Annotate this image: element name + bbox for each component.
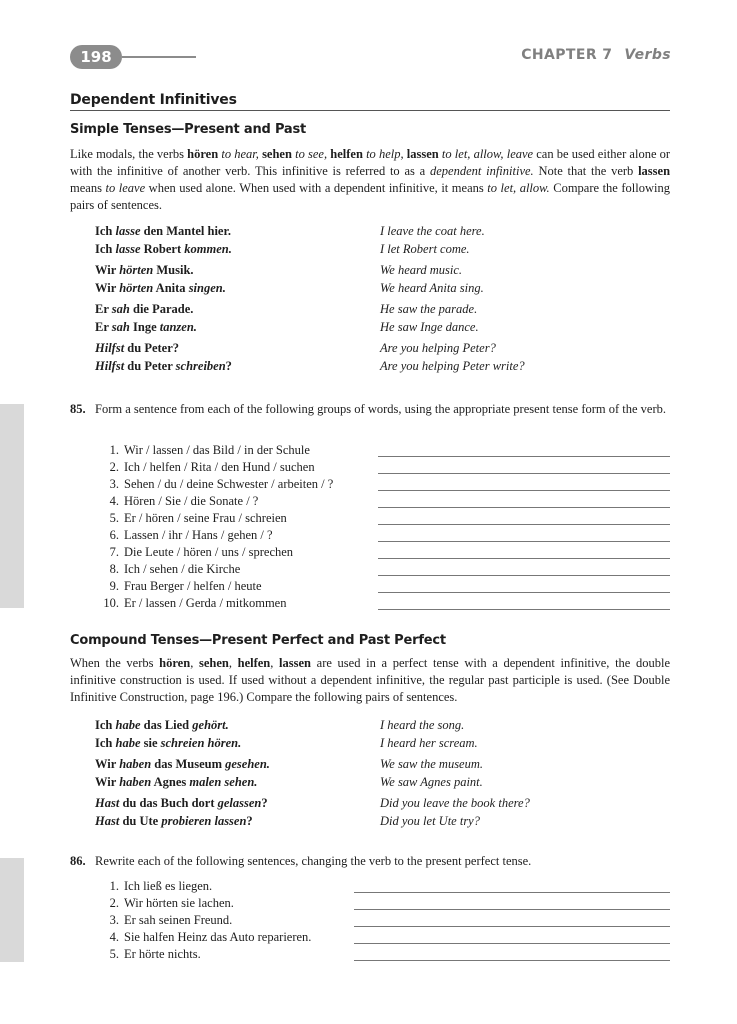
english-translation: I heard her scream.	[380, 735, 478, 750]
text-run: to let, allow, leave	[441, 147, 534, 161]
text-run: sah	[111, 319, 130, 334]
text-run: haben	[119, 774, 152, 789]
text-run: dependent infinitive.	[429, 164, 534, 178]
english-translation: Are you helping Peter?	[380, 341, 496, 355]
example-row	[95, 319, 655, 337]
german-sentence	[95, 795, 268, 813]
text-run: Hast	[95, 796, 120, 810]
text-run: kommen.	[184, 241, 232, 256]
item-text: Sie halfen Heinz das Auto reparieren.	[124, 930, 312, 944]
answer-blank-line[interactable]	[354, 943, 670, 944]
item-text: Ich ließ es liegen.	[124, 879, 213, 893]
item-number: 3.	[109, 477, 119, 491]
item-number: 9.	[109, 579, 119, 593]
german-sentence	[95, 774, 257, 792]
german-sentence	[95, 223, 231, 241]
text-run: can be used either alone or with the infinitive of another verb. This infinitive is referred to as a	[70, 147, 671, 178]
example-row	[95, 813, 655, 831]
german-sentence	[95, 358, 232, 376]
item-text: Die Leute / hören / uns / sprechen	[124, 545, 294, 559]
item-number: 4.	[109, 494, 119, 508]
text-run: lassen	[406, 147, 439, 161]
answer-blank-line[interactable]	[378, 609, 670, 610]
example-row	[95, 280, 655, 298]
item-text: Er sah seinen Freund.	[124, 913, 233, 927]
section-title: Dependent Infinitives	[70, 92, 670, 111]
answer-blank-line[interactable]	[378, 473, 670, 474]
answer-blank-line[interactable]	[378, 575, 670, 576]
text-run: Robert	[140, 241, 185, 256]
english-translation: He saw the parade.	[380, 302, 478, 316]
answer-blank-line[interactable]	[378, 490, 670, 491]
text-run: Inge	[129, 319, 160, 334]
example-row	[95, 262, 655, 280]
example-row	[95, 774, 655, 792]
text-run: helfen	[237, 656, 271, 670]
item-number: 2.	[109, 460, 119, 474]
text-run: schreiben	[175, 358, 226, 373]
item-number: 4.	[109, 930, 119, 944]
text-run: to see,	[295, 147, 328, 161]
text-run: ?	[246, 813, 253, 828]
text-run: Ich	[95, 224, 116, 238]
text-run: lasse	[115, 224, 141, 238]
text-run: du das Buch dort	[119, 796, 218, 810]
exercise-instruction: Rewrite each of the following sentences, changing the verb to the present perfect tense.	[95, 854, 532, 868]
example-pair	[95, 756, 655, 791]
text-run: sehen	[198, 656, 229, 670]
text-run: to hear,	[221, 147, 259, 161]
text-run: gesehen.	[225, 757, 270, 771]
english-translation: He saw Inge dance.	[380, 319, 479, 334]
item-number: 5.	[109, 947, 119, 961]
text-run: Compare the following pairs of sentences.	[70, 181, 671, 212]
text-run: habe	[115, 718, 141, 732]
english-translation: Did you let Ute try?	[380, 813, 480, 828]
english-translation: I leave the coat here.	[380, 224, 485, 238]
text-run: hörten	[119, 280, 154, 295]
text-run: Musik.	[153, 263, 194, 277]
english-translation: I let Robert come.	[380, 241, 470, 256]
answer-blank-line[interactable]	[378, 592, 670, 593]
text-run: hören	[187, 147, 219, 161]
item-text: Er / lassen / Gerda / mitkommen	[124, 596, 287, 610]
section-title-block	[70, 92, 670, 111]
text-run: Er	[95, 319, 112, 334]
text-run: die Parade.	[129, 302, 194, 316]
english-translation: I heard the song.	[380, 718, 465, 732]
text-run: du Peter?	[124, 341, 180, 355]
example-row	[95, 340, 655, 358]
header-rule	[122, 56, 196, 58]
exercise-item	[95, 442, 333, 459]
english-translation: We heard Anita sing.	[380, 280, 484, 295]
answer-blank-line[interactable]	[378, 541, 670, 542]
answer-blank-line[interactable]	[354, 909, 670, 910]
item-number: 8.	[109, 562, 119, 576]
item-number: 3.	[109, 913, 119, 927]
exercise-item	[95, 459, 333, 476]
item-number: 6.	[109, 528, 119, 542]
text-run: sie	[140, 735, 161, 750]
example-row	[95, 717, 655, 735]
english-translation: We heard music.	[380, 263, 463, 277]
exercise-number: 86.	[70, 854, 86, 868]
example-row	[95, 241, 655, 259]
exercise-86	[70, 853, 670, 870]
answer-blank-line[interactable]	[354, 926, 670, 927]
example-row	[95, 301, 655, 319]
example-pairs-simple	[95, 223, 655, 379]
exercise-item	[95, 595, 333, 612]
example-row	[95, 358, 655, 376]
text-run: schreien hören.	[160, 735, 242, 750]
text-run: hörten	[119, 263, 154, 277]
text-run: Agnes	[151, 774, 190, 789]
text-run: Ich	[95, 735, 116, 750]
item-text: Wir / lassen / das Bild / in der Schule	[124, 443, 310, 457]
example-pairs-compound	[95, 717, 655, 834]
text-run: gehört.	[192, 718, 229, 732]
item-text: Er / hören / seine Frau / schreien	[124, 511, 287, 525]
text-run: das Museum	[151, 757, 226, 771]
text-run: Er	[95, 302, 112, 316]
side-thumb-tab	[0, 858, 24, 962]
subsection-title: Compound Tenses—Present Perfect and Past Perfect	[70, 633, 446, 648]
text-run: Hast	[95, 813, 120, 828]
example-pair	[95, 301, 655, 336]
german-sentence	[95, 756, 270, 774]
answer-blank-line[interactable]	[378, 558, 670, 559]
text-run: lasse	[115, 241, 141, 256]
item-text: Ich / helfen / Rita / den Hund / suchen	[124, 460, 315, 474]
text-run: du Ute	[119, 813, 162, 828]
item-text: Lassen / ihr / Hans / gehen / ?	[124, 528, 273, 542]
exercise-item	[95, 493, 333, 510]
exercise-item	[95, 895, 311, 912]
exercise-item	[95, 544, 333, 561]
text-run: haben	[119, 757, 152, 771]
answer-blank-line[interactable]	[378, 507, 670, 508]
text-run: ?	[261, 796, 268, 810]
german-sentence	[95, 735, 241, 753]
text-run: Wir	[95, 774, 120, 789]
example-pair	[95, 223, 655, 258]
item-text: Wir hörten sie lachen.	[124, 896, 234, 910]
english-translation: We saw Agnes paint.	[380, 774, 483, 789]
text-run: to help,	[366, 147, 404, 161]
exercise-85	[70, 401, 670, 418]
german-sentence	[95, 301, 193, 319]
text-run: lassen	[638, 164, 671, 178]
intro-paragraph	[70, 146, 670, 214]
text-run: Like modals, the verbs	[70, 147, 188, 161]
example-pair	[95, 795, 655, 830]
item-number: 5.	[109, 511, 119, 525]
chapter-label: CHAPTER 7	[521, 47, 613, 63]
german-sentence	[95, 717, 229, 735]
exercise-instruction: Form a sentence from each of the following groups of words, using the appropriate present tense form of the verb.	[95, 402, 667, 416]
text-run: Ich	[95, 241, 116, 256]
text-run: den Mantel hier.	[140, 224, 232, 238]
text-run: ,	[270, 656, 280, 670]
exercise-number: 85.	[70, 402, 86, 416]
text-run: Anita	[153, 280, 189, 295]
subsection-title-block	[70, 122, 670, 137]
example-row	[95, 795, 655, 813]
text-run: du Peter	[124, 358, 176, 373]
text-run: Note that the verb	[533, 164, 639, 178]
german-sentence	[95, 262, 194, 280]
text-run: When the verbs	[70, 656, 160, 670]
item-text: Frau Berger / helfen / heute	[124, 579, 262, 593]
text-run: Hilfst	[95, 358, 125, 373]
subsection2-title-block	[70, 633, 670, 648]
text-run: Wir	[95, 280, 120, 295]
exercise-85-items	[95, 442, 333, 612]
chapter-heading	[521, 47, 671, 63]
example-row	[95, 223, 655, 241]
german-sentence	[95, 241, 232, 259]
text-run: sah	[111, 302, 130, 316]
text-run: malen sehen.	[189, 774, 258, 789]
text-run: to let, allow.	[487, 181, 550, 195]
example-pair	[95, 340, 655, 375]
exercise-86-items	[95, 878, 311, 963]
answer-blank-line[interactable]	[354, 892, 670, 893]
exercise-item	[95, 561, 333, 578]
example-row	[95, 756, 655, 774]
intro-paragraph-2	[70, 655, 670, 706]
german-sentence	[95, 280, 226, 298]
item-number: 2.	[109, 896, 119, 910]
text-run: to leave	[105, 181, 146, 195]
german-sentence	[95, 319, 197, 337]
answer-blank-line[interactable]	[378, 456, 670, 457]
text-run: sehen	[262, 147, 292, 161]
text-run: hören	[159, 656, 191, 670]
text-run: singen.	[188, 280, 226, 295]
item-text: Ich / sehen / die Kirche	[124, 562, 241, 576]
english-translation: Are you helping Peter write?	[380, 358, 525, 373]
example-pair	[95, 717, 655, 752]
item-text: Er hörte nichts.	[124, 947, 201, 961]
item-number: 7.	[109, 545, 119, 559]
english-translation: We saw the museum.	[380, 757, 484, 771]
exercise-item	[95, 578, 333, 595]
text-run: Hilfst	[95, 341, 125, 355]
example-pair	[95, 262, 655, 297]
item-number: 1.	[109, 443, 119, 457]
exercise-item	[95, 527, 333, 544]
page-header	[70, 43, 671, 71]
text-run: gelassen	[217, 796, 262, 810]
item-text: Sehen / du / deine Schwester / arbeiten / ?	[124, 477, 334, 491]
text-run: das Lied	[140, 718, 193, 732]
german-sentence	[95, 813, 253, 831]
example-row	[95, 735, 655, 753]
text-run: are used in a perfect tense with a dependent infinitive, the double infinitive construction is used. If used without a dependent infinitive, the regular past participle is used. (See Double Infinitive Construction, page 196.) Compare the following pairs of sentences.	[70, 656, 671, 704]
side-thumb-tab	[0, 404, 24, 608]
german-sentence	[95, 340, 179, 358]
exercise-item	[95, 476, 333, 493]
page-number-badge: 198	[70, 45, 122, 69]
text-run: ,	[228, 656, 238, 670]
exercise-item	[95, 929, 311, 946]
text-run: Wir	[95, 757, 120, 771]
item-number: 10.	[103, 596, 119, 610]
text-run: tanzen.	[159, 319, 197, 334]
chapter-title: Verbs	[624, 47, 671, 63]
text-run: when used alone. When used with a dependent infinitive, it means	[145, 181, 488, 195]
text-run: lassen	[279, 656, 311, 670]
text-run: probieren lassen	[161, 813, 247, 828]
exercise-item	[95, 878, 311, 895]
answer-blank-line[interactable]	[354, 960, 670, 961]
subsection-title: Simple Tenses—Present and Past	[70, 122, 307, 137]
text-run: helfen	[330, 147, 363, 161]
english-translation: Did you leave the book there?	[380, 796, 530, 810]
text-run: habe	[115, 735, 141, 750]
exercise-item	[95, 946, 311, 963]
text-run: Wir	[95, 263, 120, 277]
answer-blank-line[interactable]	[378, 524, 670, 525]
exercise-item	[95, 510, 333, 527]
text-run: ?	[225, 358, 232, 373]
item-number: 1.	[109, 879, 119, 893]
text-run: Ich	[95, 718, 116, 732]
exercise-item	[95, 912, 311, 929]
text-run: means	[70, 181, 106, 195]
item-text: Hören / Sie / die Sonate / ?	[124, 494, 259, 508]
text-run: ,	[190, 656, 199, 670]
